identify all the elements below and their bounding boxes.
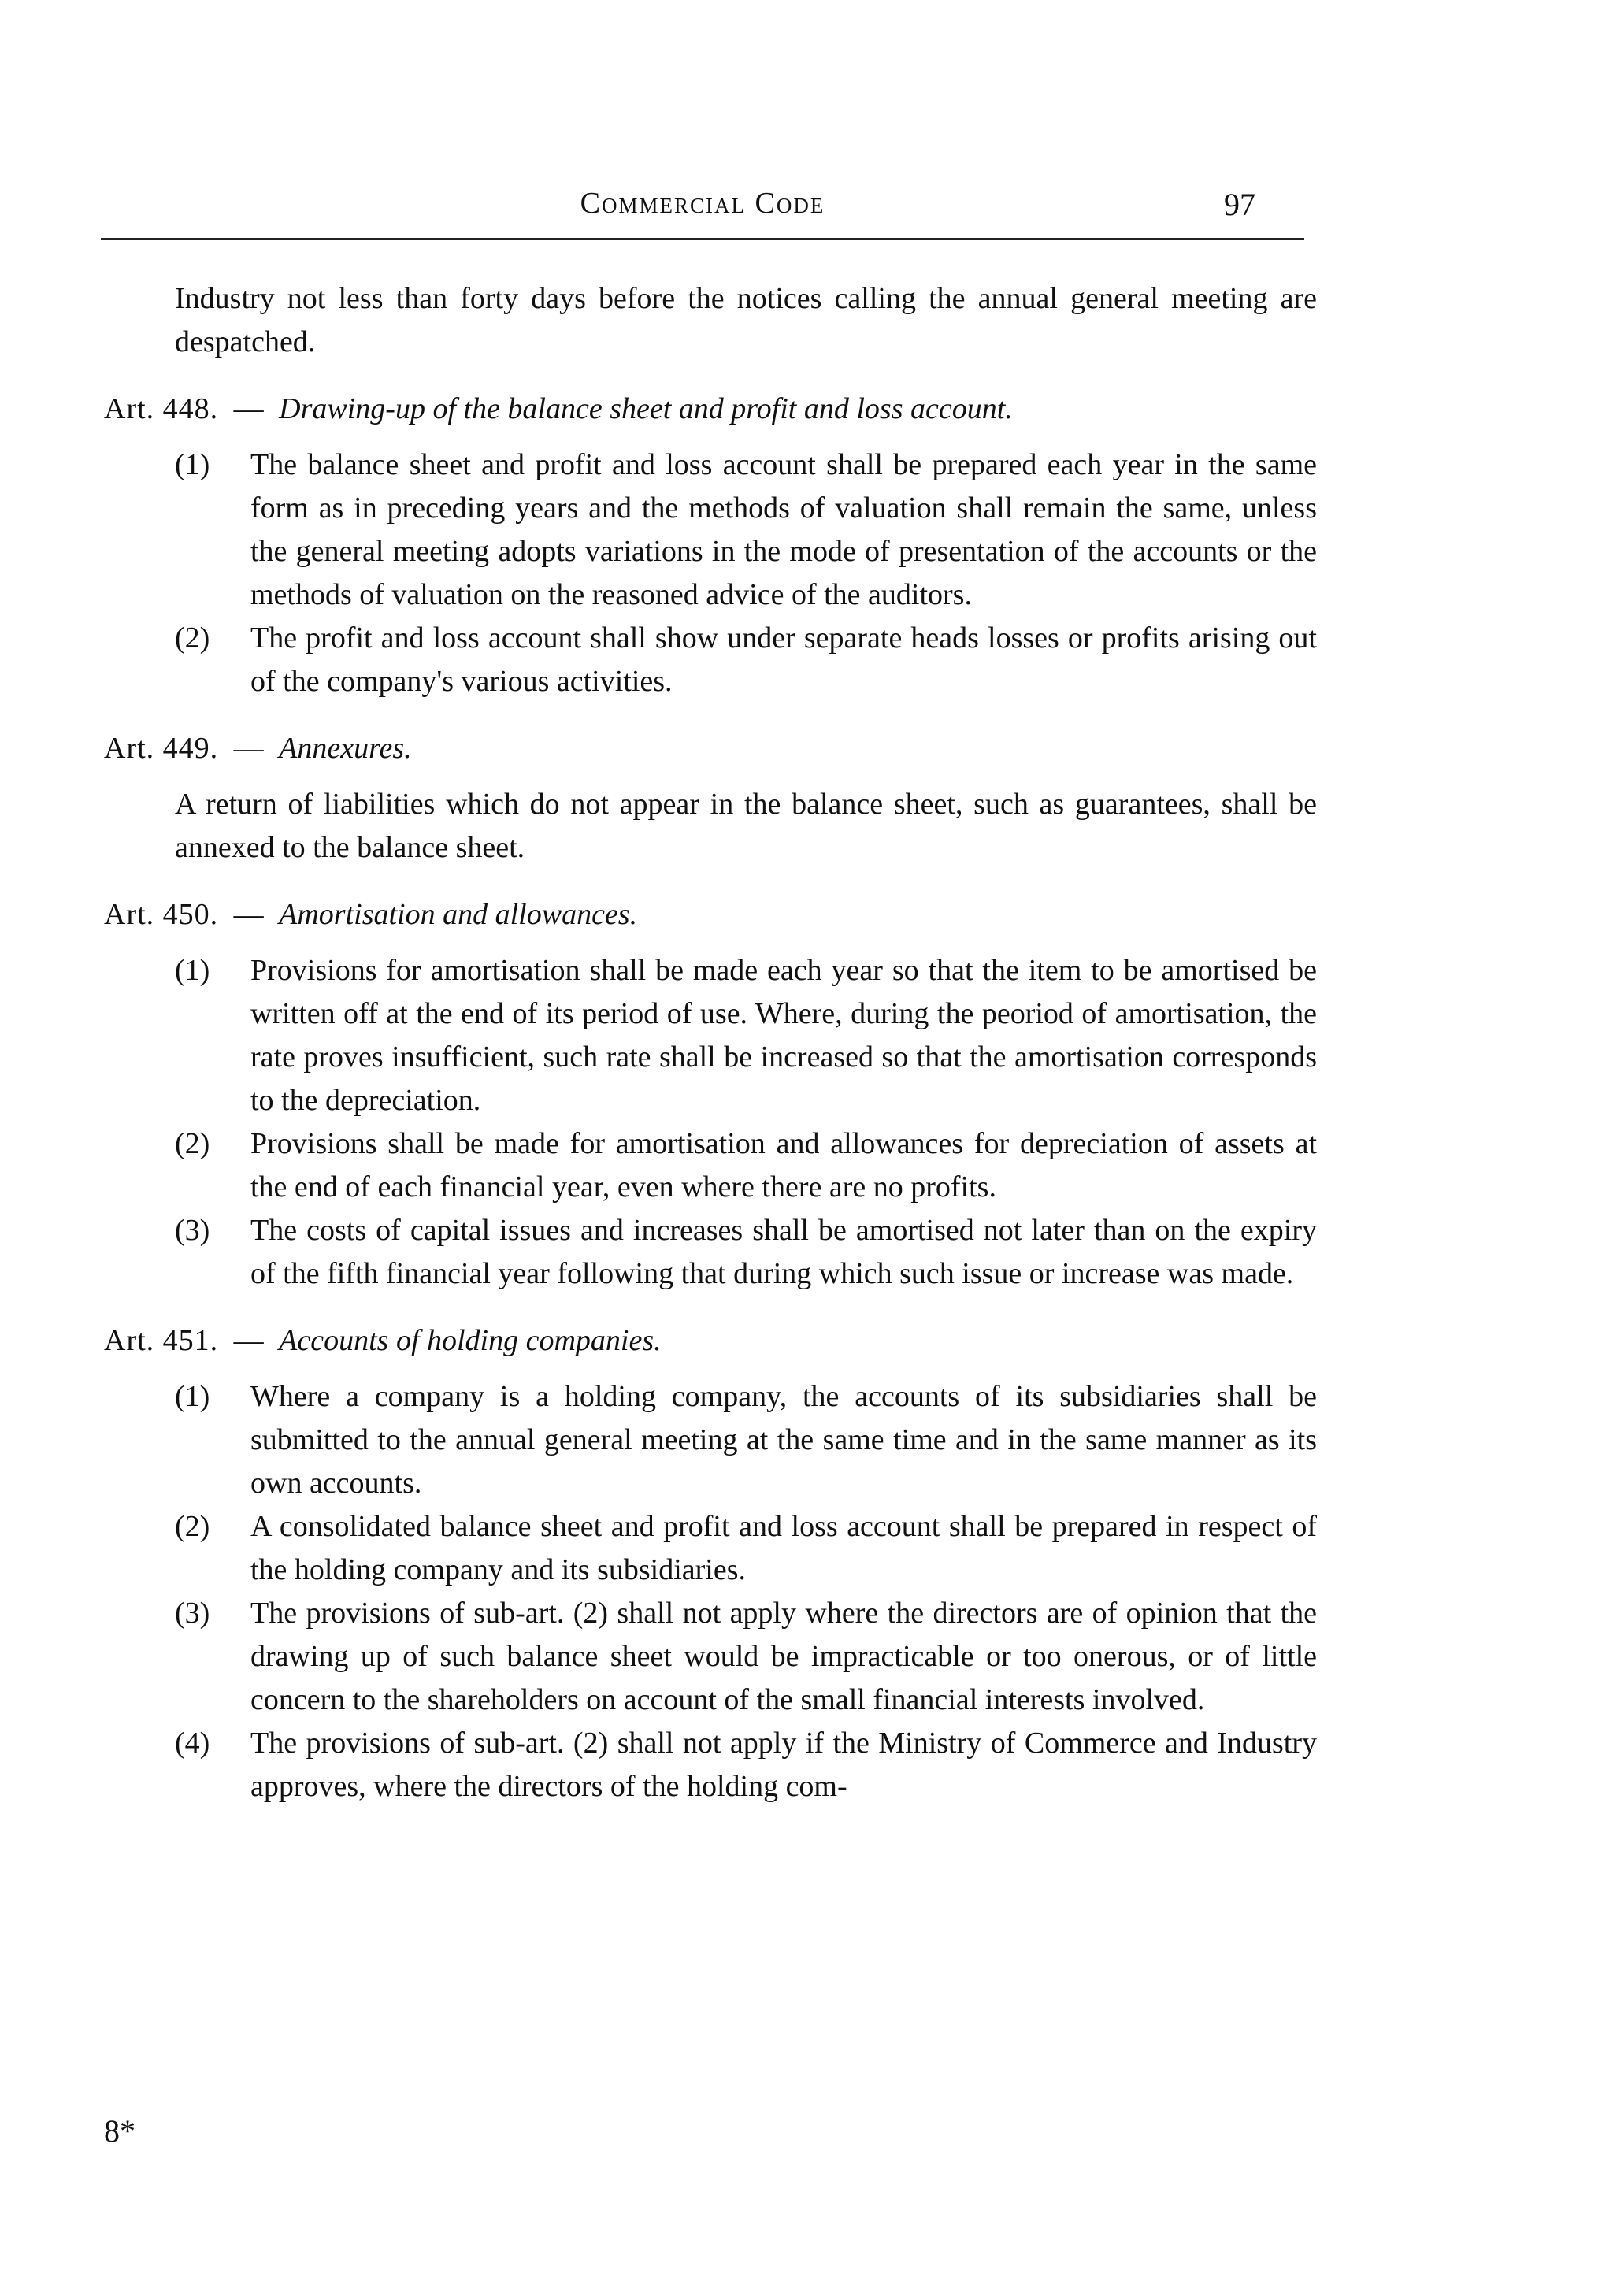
article-number: Art. 451. [104, 1324, 219, 1357]
subsection-label: (2) [175, 1510, 210, 1543]
subsection-450-2 [175, 1122, 1317, 1209]
article-dash: — [233, 898, 264, 931]
subsection-text: The balance sheet and profit and loss account shall be prepared each year in the same form as in preceding years and the methods of valuation shall remain the same, unless the general meeting adopts variations in the mode of presentation of the accounts or the methods of valuation on the reasoned advice of the auditors. [250, 448, 1317, 611]
article-number: Art. 450. [104, 898, 219, 931]
subsection-text: The provisions of sub-art. (2) shall not apply where the directors are of opinion that the drawing up of such balance sheet would be impracticable or too onerous, or of little concern to the shareholders on account of the small financial interests involved. [250, 1597, 1317, 1716]
article-dash: — [233, 732, 264, 765]
subsection-text: Provisions for amortisation shall be made each year so that the item to be amortised be written off at the end of its period of use. Where, during the peoriod of amortisation, the rate proves insufficient, such rate shall be increased so that the amortisation corresponds to the depreciation. [250, 954, 1317, 1117]
article-450-title [104, 893, 1317, 937]
subsection-label: (2) [175, 621, 210, 655]
subsection-text: The provisions of sub-art. (2) shall not apply if the Ministry of Commerce and Industry approves, where the directors of the holding com- [250, 1727, 1317, 1803]
article-number: Art. 449. [104, 732, 219, 765]
subsection-text: A consolidated balance sheet and profit and loss account shall be prepared in respect of the holding company and its subsidiaries. [250, 1510, 1317, 1586]
subsection-451-3 [175, 1592, 1317, 1722]
subsection-450-1 [175, 949, 1317, 1122]
article-heading: Drawing-up of the balance sheet and profit and loss account. [279, 392, 1013, 425]
article-number: Art. 448. [104, 392, 219, 425]
signature-mark: 8* [104, 2113, 135, 2149]
article-heading: Accounts of holding companies. [279, 1324, 662, 1357]
subsection-label: (1) [175, 448, 210, 481]
article-dash: — [233, 392, 264, 425]
subsection-label: (1) [175, 954, 210, 987]
subsection-text: Where a company is a holding company, the accounts of its subsidiaries shall be submitted to the annual general meeting at the same time and in the same manner as its own accounts. [250, 1380, 1317, 1500]
intro-paragraph: Industry not less than forty days before the notices calling the annual general meeting are despatched. [175, 282, 1317, 358]
subsection-448-2 [175, 617, 1317, 703]
article-451-title [104, 1319, 1317, 1363]
subsection-451-4 [175, 1722, 1317, 1808]
running-title: Commercial Code [580, 187, 825, 220]
header-rule [101, 238, 1304, 240]
article-heading: Annexures. [279, 732, 412, 765]
subsection-451-1 [175, 1375, 1317, 1505]
subsection-448-1 [175, 443, 1317, 617]
subsection-label: (3) [175, 1597, 210, 1630]
subsection-label: (2) [175, 1127, 210, 1160]
subsection-text: The profit and loss account shall show under separate heads losses or profits arising out of the company's various activities. [250, 621, 1317, 698]
running-header [101, 186, 1304, 230]
article-449-body: A return of liabilities which do not appear in the balance sheet, such as guarantees, shall be annexed to the balance sheet. [175, 788, 1317, 864]
page-number: 97 [1224, 187, 1255, 222]
page-body [0, 277, 1613, 1808]
article-448-title [104, 388, 1317, 431]
subsection-label: (1) [175, 1380, 210, 1413]
article-449-title [104, 727, 1317, 770]
subsection-label: (4) [175, 1727, 210, 1760]
subsection-label: (3) [175, 1214, 210, 1247]
article-heading: Amortisation and allowances. [279, 898, 638, 931]
subsection-text: The costs of capital issues and increases shall be amortised not later than on the expiry of the fifth financial year following that during which such issue or increase was made. [250, 1214, 1317, 1290]
article-dash: — [233, 1324, 264, 1357]
subsection-450-3 [175, 1209, 1317, 1296]
subsection-text: Provisions shall be made for amortisation and allowances for depreciation of assets at the end of each financial year, even where there are no profits. [250, 1127, 1317, 1204]
subsection-451-2 [175, 1505, 1317, 1592]
